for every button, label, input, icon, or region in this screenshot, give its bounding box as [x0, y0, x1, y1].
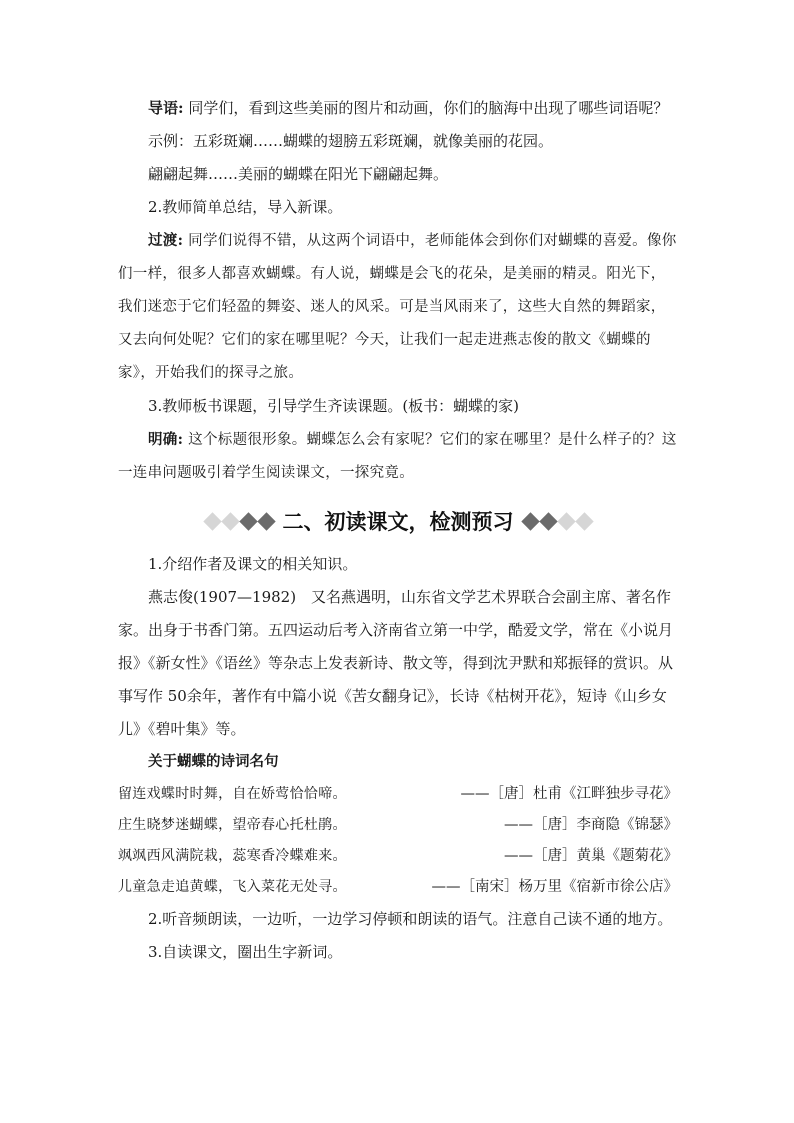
diamond-ornament-right: [524, 515, 591, 528]
clarify-text: 这个标题很形象。蝴蝶怎么会有家呢？它们的家在哪里？是什么样子的？这一连串问题吸引着学生阅读课文，一探究竟。: [118, 432, 677, 481]
poem-list: [118, 779, 678, 903]
poem-source: ——［唐］李商隐《锦瑟》: [504, 817, 678, 833]
poem-line: 庄生晓梦迷蝴蝶，望帝春心托杜鹃。: [118, 817, 347, 833]
document-body: [118, 92, 678, 969]
poem-source: ——［南宋］杨万里《宿新市徐公店》: [431, 879, 678, 895]
example-paragraph: 示例：五彩斑斓……蝴蝶的翅膀五彩斑斓，就像美丽的花园。: [148, 132, 554, 150]
poem-row: [118, 872, 678, 903]
step-3-paragraph: 3.教师板书课题，引导学生齐读课题。(板书：蝴蝶的家): [148, 397, 520, 415]
poem-source: ——［唐］杜甫《江畔独步寻花》: [460, 786, 678, 802]
example-paragraph-2: 翩翩起舞……美丽的蝴蝶在阳光下翩翩起舞。: [148, 165, 449, 183]
step-1-paragraph: 1.介绍作者及课文的相关知识。: [148, 555, 358, 573]
diamond-ornament-left: [206, 515, 273, 528]
section-heading: [118, 496, 678, 546]
transition-label: 过渡:: [148, 232, 184, 249]
poem-line: 留连戏蝶时时舞，自在娇莺恰恰啼。: [118, 786, 347, 802]
poem-row: [118, 841, 678, 872]
poems-heading: 关于蝴蝶的诗词名句: [148, 754, 279, 770]
clarify-paragraph: [118, 423, 678, 490]
poem-line: 儿童急走追黄蝶，飞入菜花无处寻。: [118, 879, 347, 895]
poem-line: 飒飒西风满院栽，蕊寒香冷蝶难来。: [118, 848, 347, 864]
poem-row: [118, 810, 678, 841]
section-title: 二、初读课文，检测预习: [282, 510, 514, 534]
step-3-read-paragraph: 3.自读课文，圈出生字新词。: [148, 943, 343, 961]
step-2-paragraph: 2.教师简单总结，导入新课。: [148, 198, 343, 216]
step-2-listen-paragraph: 2.听音频朗读，一边听，一边学习停顿和朗读的语气。注意自己读不通的地方。: [148, 910, 673, 928]
author-paragraph: 燕志俊(1907—1982) 又名燕遇明，山东省文学艺术界联合会副主席、著名作家。出身于书香门第。五四运动后考入济南省立第一中学，酷爱文学，常在《小说月报》《新女性》《语丝》等杂志上发表新诗、散文等，得到沈尹默和郑振铎的赏识。从事写作 50余年，著作有中篇小说《苦女翻身记》，长诗《枯树开花》，短诗《山乡女儿》《碧叶集》等。: [118, 588, 674, 738]
poem-row: [118, 779, 678, 810]
intro-text: 同学们，看到这些美丽的图片和动画，你们的脑海中出现了哪些词语呢？: [183, 99, 669, 117]
transition-text: 同学们说得不错，从这两个词语中，老师能体会到你们对蝴蝶的喜爱。像你们一样，很多人都喜欢蝴蝶。有人说，蝴蝶是会飞的花朵，是美丽的精灵。阳光下，我们迷恋于它们轻盈的舞姿、迷人的风采。可是当风雨来了，这些大自然的舞蹈家，又去向何处呢？它们的家在哪里呢？今天，让我们一起走进燕志俊的散文《蝴蝶的家》，开始我们的探寻之旅。: [118, 233, 677, 381]
clarify-label: 明确:: [148, 431, 184, 448]
intro-label: 导语:: [148, 99, 184, 117]
transition-paragraph: [118, 224, 678, 390]
poem-source: ——［唐］黄巢《题菊花》: [504, 848, 678, 864]
intro-paragraph: [118, 92, 678, 125]
